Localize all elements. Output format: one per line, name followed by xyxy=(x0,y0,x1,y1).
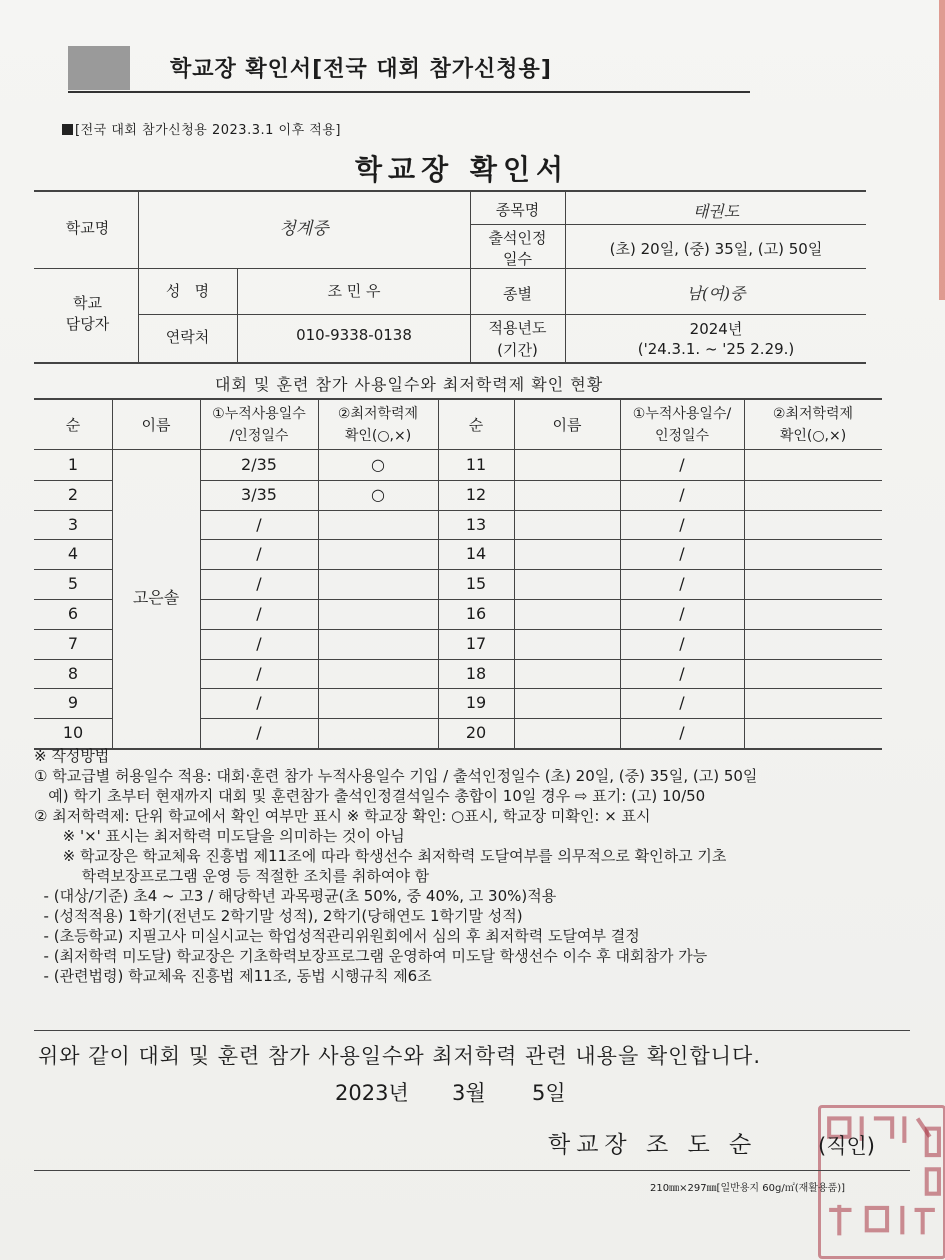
school-value: 청계중 xyxy=(279,219,329,239)
instruction-line: ※ '×' 표시는 최저학력 미도달을 의미하는 것이 아님 xyxy=(34,827,405,845)
header-days-right-1: ①누적사용일수/ xyxy=(632,406,732,422)
cumulative-days-right: / xyxy=(679,663,685,683)
header-grade-left-1: ②최저학력제 xyxy=(337,406,419,422)
days-value: (초) 20일, (중) 35일, (고) 50일 xyxy=(609,240,823,258)
writing-instructions xyxy=(34,746,914,986)
manager-name-value: 조 민 우 xyxy=(327,282,381,300)
instruction-line: ※ 학교장은 학교체육 진흥법 제11조에 따라 학생선수 최저학력 도달여부를 의무적으로 확인하고 기초 xyxy=(34,847,727,865)
manager-label-line2: 담당자 xyxy=(65,315,110,333)
instruction-line: - (성적적용) 1학기(전년도 2학기말 성적), 2학기(당해연도 1학기말 성적) xyxy=(34,907,523,925)
student-name: 고은솔 xyxy=(132,588,180,607)
cumulative-days-left: / xyxy=(256,604,262,623)
instruction-line: 예) 학기 초부터 현재까지 대회 및 훈련참가 출석인정결석일수 총합이 10일 경우 ⇨ 표기: (고) 10/50 xyxy=(34,787,706,805)
cumulative-days-left: / xyxy=(256,693,262,713)
row-number-right: 17 xyxy=(465,633,487,653)
row-number-right: 15 xyxy=(465,574,487,594)
row-number-right: 13 xyxy=(465,514,487,534)
header-name-right: 이름 xyxy=(552,416,582,434)
instruction-line: ① 학교급별 허용일수 적용: 대회·훈련 참가 누적사용일수 기입 / 출석인정일수 (초) 20일, (중) 35일, (고) 50일 xyxy=(34,767,758,785)
confirmation-statement: 위와 같이 대회 및 훈련 참가 사용일수와 최저학력 관련 내용을 확인합니다. xyxy=(38,1044,762,1068)
header-gray-block xyxy=(68,46,130,90)
table-title: 대회 및 훈련 참가 사용일수와 최저학력제 확인 현황 xyxy=(215,375,604,394)
gender-value: 남(여)중 xyxy=(686,284,746,303)
header-rule xyxy=(68,91,750,93)
days-label-line2: 일수 xyxy=(503,250,532,268)
date-year: 2023년 xyxy=(335,1081,409,1105)
row-number-left: 9 xyxy=(67,693,79,713)
row-number-right: 20 xyxy=(465,723,487,743)
cumulative-days-right: / xyxy=(679,723,685,743)
instruction-line: - (관련법령) 학교체육 진흥법 제11조, 동법 시행규칙 제6조 xyxy=(34,967,432,985)
cumulative-days-right: / xyxy=(679,604,685,623)
cumulative-days-right: / xyxy=(679,693,685,713)
footer-rule xyxy=(34,1170,910,1171)
row-divider xyxy=(200,718,882,719)
row-divider xyxy=(34,510,112,511)
row-number-right: 14 xyxy=(465,544,487,564)
row-number-left: 5 xyxy=(67,574,79,594)
row-number-right: 19 xyxy=(465,693,487,713)
gender-label: 종별 xyxy=(503,285,532,303)
header-days-left-1: ①누적사용일수 xyxy=(212,406,306,422)
paper-spec: 210㎜×297㎜[일반용지 60g/㎡(재활용품)] xyxy=(650,1183,846,1194)
manager-label-line1: 학교 xyxy=(73,294,102,312)
row-divider xyxy=(34,539,112,540)
header-days-left-2: /인정일수 xyxy=(229,428,289,444)
row-number-left: 8 xyxy=(67,663,79,683)
row-number-left: 7 xyxy=(67,633,79,653)
row-divider xyxy=(34,718,112,719)
school-label: 학교명 xyxy=(65,219,110,237)
contact-value: 010-9338-0138 xyxy=(296,326,412,344)
sport-label: 종목명 xyxy=(495,201,540,219)
instruction-line: - (대상/기준) 초4 ~ 고3 / 해당학년 과목평균(초 50%, 중 40%, 고 30%)적용 xyxy=(34,887,557,905)
row-divider xyxy=(34,688,112,689)
row-divider xyxy=(200,480,882,481)
cumulative-days-left: / xyxy=(256,574,262,594)
row-number-right: 11 xyxy=(465,455,487,474)
row-number-right: 12 xyxy=(465,484,487,504)
row-number-right: 16 xyxy=(465,604,487,623)
applicability-note-text: [전국 대회 참가신청용 2023.3.1 이후 적용] xyxy=(75,123,341,138)
sport-value: 태권도 xyxy=(692,202,740,221)
instruction-line: - (최저학력 미도달) 학교장은 기초학력보장프로그램 운영하여 미도달 학생선수 이수 후 대회참가 가능 xyxy=(34,947,708,965)
applicability-note xyxy=(62,119,341,138)
cumulative-days-right: / xyxy=(679,514,685,534)
cumulative-days-left: 3/35 xyxy=(241,484,277,504)
date-day: 5일 xyxy=(532,1081,566,1105)
header-grade-right-1: ②최저학력제 xyxy=(772,406,854,422)
confirm-rule-top xyxy=(34,1030,910,1031)
cumulative-days-left: / xyxy=(256,633,262,653)
row-number-left: 10 xyxy=(62,723,84,743)
cumulative-days-right: / xyxy=(679,574,685,594)
seal-label: (직인) xyxy=(818,1134,875,1158)
name-label: 성 명 xyxy=(165,282,210,300)
min-grade-check-left: ○ xyxy=(371,484,385,504)
row-divider xyxy=(200,659,882,660)
instruction-line: 학력보장프로그램 운영 등 적절한 조치를 취하여야 함 xyxy=(34,867,430,885)
row-divider xyxy=(200,510,882,511)
year-label-line2: (기간) xyxy=(497,341,538,359)
row-divider xyxy=(34,599,112,600)
cumulative-days-right: / xyxy=(679,544,685,564)
days-label-line1: 출석인정 xyxy=(488,229,547,247)
cumulative-days-left: / xyxy=(256,723,262,743)
row-divider xyxy=(200,688,882,689)
min-grade-check-left: ○ xyxy=(371,455,385,474)
principal-name: 학교장 조 도 순 xyxy=(548,1132,758,1158)
instruction-line: - (초등학교) 지필고사 미실시교는 학업성적관리위원회에서 심의 후 최저학력 도달여부 결정 xyxy=(34,927,640,945)
row-divider xyxy=(34,629,112,630)
header-no-right: 순 xyxy=(468,416,484,434)
square-bullet-icon xyxy=(62,124,73,135)
contact-label: 연락처 xyxy=(165,328,210,346)
header-no-left: 순 xyxy=(65,416,81,434)
cumulative-days-right: / xyxy=(679,633,685,653)
row-divider xyxy=(200,629,882,630)
form-title: 학교장 확인서[전국 대회 참가신청용] xyxy=(170,57,552,82)
cumulative-days-left: / xyxy=(256,544,262,564)
row-divider xyxy=(34,480,112,481)
year-value-line2: ('24.3.1. ~ '25 2.29.) xyxy=(637,340,795,358)
date-month: 3월 xyxy=(452,1081,486,1105)
instruction-line: ※ 작성방법 xyxy=(34,747,110,765)
row-number-right: 18 xyxy=(465,663,487,683)
row-number-left: 6 xyxy=(67,604,79,623)
header-grade-right-2: 확인(○,×) xyxy=(779,428,847,444)
header-name-left: 이름 xyxy=(141,416,171,434)
row-number-left: 4 xyxy=(67,544,79,564)
cumulative-days-right: / xyxy=(679,484,685,504)
header-grade-left-2: 확인(○,×) xyxy=(344,428,412,444)
row-divider xyxy=(200,539,882,540)
cumulative-days-left: 2/35 xyxy=(241,455,277,474)
cumulative-days-left: / xyxy=(256,514,262,534)
cumulative-days-left: / xyxy=(256,663,262,683)
page-title: 학교장 확인서 xyxy=(355,153,570,186)
background-edge xyxy=(939,0,945,300)
header-days-right-2: 인정일수 xyxy=(654,428,710,444)
row-number-left: 2 xyxy=(67,484,79,504)
row-number-left: 3 xyxy=(67,514,79,534)
row-divider xyxy=(34,569,112,570)
instruction-line: ② 최저학력제: 단위 학교에서 확인 여부만 표시 ※ 학교장 확인: ○표시, 학교장 미확인: × 표시 xyxy=(34,807,651,825)
row-divider xyxy=(200,599,882,600)
cumulative-days-right: / xyxy=(679,455,685,474)
row-divider xyxy=(34,659,112,660)
year-value-line1: 2024년 xyxy=(689,320,743,338)
year-label-line1: 적용년도 xyxy=(488,319,547,337)
row-divider xyxy=(200,569,882,570)
row-number-left: 1 xyxy=(67,455,79,474)
